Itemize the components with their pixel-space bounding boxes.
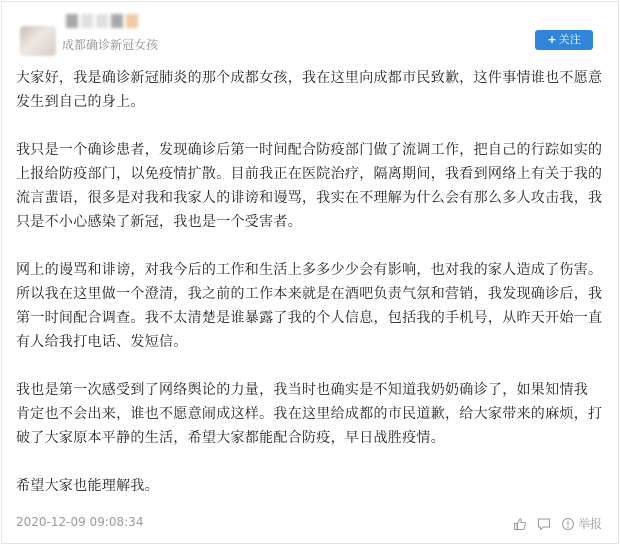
paragraph — [16, 138, 608, 234]
paragraph-line: 第一时间配合调查。我不太清楚是谁暴露了我的个人信息，包括我的手机号，从昨天开始一直 — [16, 310, 603, 326]
paragraph-line: 所以我在这里做一个澄清，我之前的工作本来就是在酒吧负责气氛和营销，我发现确诊后，我 — [16, 286, 603, 302]
paragraph-line: 我也是第一次感受到了网络舆论的力量，我当时也确实是不知道我奶奶确诊了，如果知情我 — [16, 382, 588, 398]
comment-button[interactable] — [537, 517, 551, 531]
comment-icon — [537, 517, 551, 531]
follow-label: 关注 — [558, 33, 581, 46]
avatar[interactable] — [20, 26, 56, 56]
paragraph — [16, 378, 608, 450]
report-icon — [561, 517, 575, 531]
paragraph — [16, 474, 608, 498]
post-actions — [503, 515, 602, 532]
paragraph-line: 上报给防疫部门，以免疫情扩散。目前我正在医院治疗，隔离期间，我看到网络上有关于我的 — [16, 166, 603, 182]
username[interactable]: 成都确诊新冠女孩 — [62, 38, 159, 52]
paragraph-line: 肯定也不会出来，谁也不愿意闹成这样。我在这里给成都的市民道歉，给大家带来的麻烦，打 — [16, 406, 603, 422]
weibo-post-card — [1, 1, 619, 544]
paragraph-line: 希望大家也能理解我。 — [16, 478, 159, 494]
follow-button[interactable] — [535, 30, 593, 50]
post-footer — [16, 515, 602, 535]
paragraph-line: 大家好，我是确诊新冠肺炎的那个成都女孩，我在这里向成都市民致歉，这件事情谁也不愿意 — [16, 70, 603, 86]
paragraph — [16, 66, 608, 114]
report-label: 举报 — [577, 517, 602, 531]
post-timestamp: 2020-12-09 09:08:34 — [16, 515, 144, 529]
paragraph-line: 网上的谩骂和诽谤，对我今后的工作和生活上多多少少会有影响，也对我的家人造成了伤害。 — [16, 262, 603, 278]
post-header — [2, 2, 618, 60]
paragraph-line: 有人给我打电话、发短信。 — [16, 334, 188, 350]
paragraph-line: 流言蜚语，很多是对我和我家人的诽谤和谩骂，我实在不理解为什么会有那么多人攻击我，我 — [16, 190, 603, 206]
thumbs-up-icon — [513, 517, 527, 531]
paragraph — [16, 258, 608, 354]
plus-icon: + — [547, 33, 557, 46]
paragraph-line: 破了大家原本平静的生活，希望大家都能配合防疫，早日战胜疫情。 — [16, 430, 445, 446]
like-button[interactable] — [513, 517, 527, 531]
report-button[interactable] — [561, 515, 602, 532]
paragraph-line: 发生到自己的身上。 — [16, 94, 145, 110]
masked-nickname — [66, 14, 138, 28]
paragraph-line: 只是不小心感染了新冠，我也是一个受害者。 — [16, 214, 302, 230]
paragraph-line: 我只是一个确诊患者，发现确诊后第一时间配合防疫部门做了流调工作，把自己的行踪如实的 — [16, 142, 603, 158]
post-body — [16, 66, 608, 522]
